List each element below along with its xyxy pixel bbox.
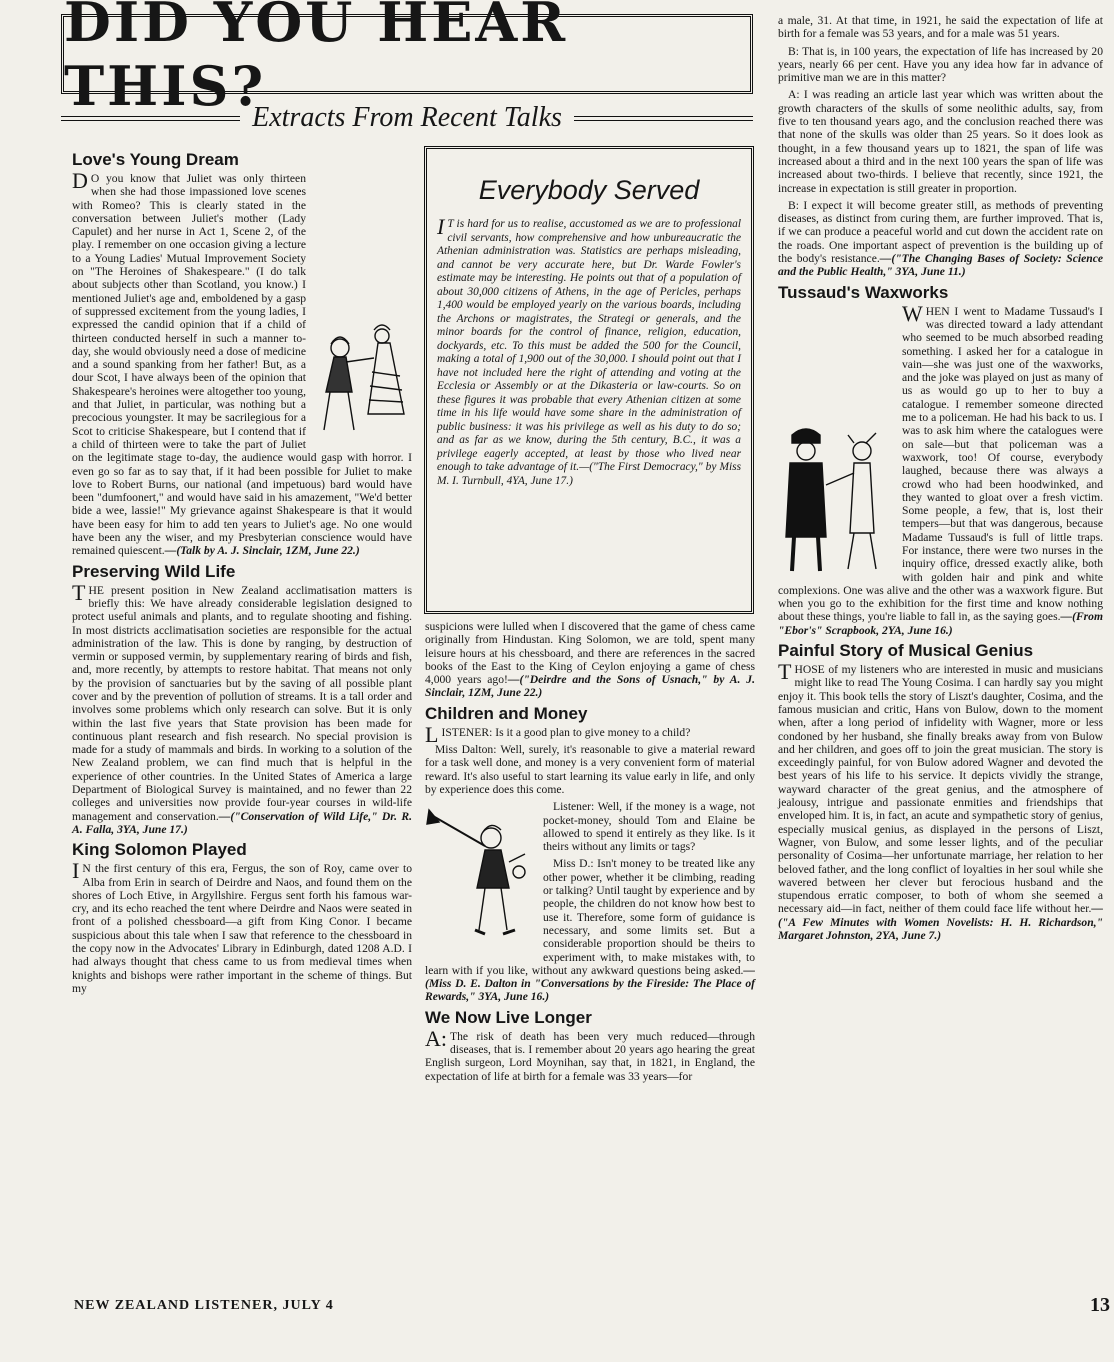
article-paragraph: Miss D.: Isn't money to be treated like any other power, whether it be climbing, reading or talking? Until taught by experience and by people, the children do not know how best to use it. Therefore, some form of guidance is necessary, and some limits set. But a considerable proportion should be theirs to experiment with, to make mistakes with, to learn with if you like, without any awkward questions being asked.—(Miss D. E. Dalton in "Conversations by the Fireside: The Place of Rewards," 3YA, June 16.)	[425, 857, 755, 1004]
article-painful-story-of-musical-genius	[778, 641, 1103, 942]
article-source: —("The First Democracy," by Miss M. I. Turnbull, 4YA, June 17.)	[437, 461, 741, 487]
article-heading: Everybody Served	[478, 175, 700, 205]
article-heading: Tussaud's Waxworks	[778, 282, 949, 302]
article-source: —("The Changing Bases of Society: Science and the Public Health," 3YA, June 11.)	[778, 252, 1103, 279]
column-1	[72, 146, 412, 999]
article-heading: We Now Live Longer	[425, 1007, 592, 1027]
article-paragraph: IN the first century of this era, Fergus, the son of Roy, came over to Alba from Erin in search of Deirdre and Naos, and found them on the shores of Loch Etive, in Argyllshire. Fergus sent forth his famous war-cry, and its echo reached the tent where Deirdre and Naos were seated in front of a polished chessboard—a gift from King Conor. I became suspicious about this tale when I saw that reference to the chessboard in the copy now in the Advocates' Library in Edinburgh, dated 1208 A.D. I had always thought that chess came to us from medieval times when knights and bishops were rather important in the scheme of things. But my	[72, 858, 412, 995]
article-preserving-wild-life	[72, 562, 412, 837]
article-source: —(Miss D. E. Dalton in "Conversations by the Fireside: The Place of Rewards," 3YA, June 16.)	[425, 963, 755, 1004]
article-paragraph: suspicions were lulled when I discovered that the game of chess came originally from Hindustan. King Solomon, we are told, spent many leisure hours at his chessboard, and there are references in the sacred books of the East to the King of Ceylon enjoying a game of chess 4,000 years ago!—("Deirdre and the Sons of Usnach," by A. J. Sinclair, 1ZM, June 22.)	[425, 620, 755, 700]
article-paragraph: IT is hard for us to realise, accustomed as we are to professional civil servants, how comprehensive and how unbureaucratic the Athenian administration was. Statistics are perhaps misleading, and cannot be very accurate here, but Dr. Warde Fowler's estimate may be interesting. He points out that of a population of about 30,000 citizens of Athens, in the age of Pericles, perhaps 1,400 would be employed yearly on the various boards, including the Archons or magistrates, the Strategi or generals, and the minor boards for the control of finance, religion, education, dockyards, etc. To this must be added the 500 for the Council, making a total of 1,900 out of the 30,000. I should point out that I have not included here the right of attending and voting at the Ecclesia or Assembly or at the Dikasteria or law-courts. So on these figures it was probable that every Athenian citizen at some time in his life would have some share in the administration of public business: it was his privilege as well as his duty to do so; and as far as we know, during the 5th century, B.C., it was a privilege eagerly accepted, at least by those who lived near enough to take advantage of it.—("The First Democracy," by Miss M. I. Turnbull, 4YA, June 17.)	[437, 214, 741, 487]
article-paragraph: DO you know that Juliet was only thirteen when she had those impassioned love scenes with Romeo? This is clearly stated in the conversation between Juliet's mother (Lady Capulet) and her nurse in Act 1, Scene 2, of the play. I remember on one occasion giving a lecture to a Young Ladies' Mutual Improvement Society on "The Heroines of Shakespeare." (I do talk about subjects other than Scotland, you know.) I mentioned Juliet's age and, emboldened by a gasp of suppressed excitement from the young ladies, I expressed the candid opinion that if a child of thirteen conducted herself in such a manner to-day, she would obviously need a dose of medicine and a sound spanking from her father! But, as a dour Scot, I have always been of the opinion that Shakespeare's heroines were altogether too young, and that Juliet, in particular, was nothing but a precocious youngster. It may be sacrilegious for a Scot to criticise Shakespeare, but I contend that if a child of thirteen were to take the part of Juliet on the legitimate stage to-day, the audience would gasp with horror. I even go so far as to say that, if it had been possible for Juliet to make love to Robert Burns, our national (and impetuous) bard would have been "dumfoonert," and would have said in his amazement, "We'd better bide a wee, lassie!" My grievance against Shakespeare is that it would have been easy for him to add ten years to Juliet's age. No one would have been any the wiser, and my Presbyterian conscience would have remained quiescent.—(Talk by A. J. Sinclair, 1ZM, June 22.)	[72, 168, 412, 558]
article-heading: Preserving Wild Life	[72, 561, 236, 581]
article-paragraph: Listener: Well, if the money is a wage, not pocket-money, should Tom and Elaine be allowed to spend it entirely as they like. Is it theirs without any limits or tags?	[543, 800, 755, 854]
article-paragraph: A:The risk of death has been very much reduced—through diseases, that is. I remember about 20 years ago hearing the great English surgeon, Lord Moynihan, say that, in 1821, in England, the expectation of life at birth for a female was 33 years—for	[425, 1025, 755, 1083]
juliet-and-scot-illustration	[312, 322, 412, 440]
article-heading: Children and Money	[425, 703, 588, 723]
masthead-subtitle: Extracts From Recent Talks	[252, 102, 562, 133]
column-2	[425, 620, 755, 1087]
article-loves-young-dream	[72, 150, 412, 558]
article-paragraph: THE present position in New Zealand acclimatisation matters is briefly this: We have already considerable legislation designed to protect useful animals and plants, and to regulate shooting and fishing. In most districts acclimatisation societies are responsible for the actual administration of the law. This is done by ranging, by destruction of vermin or supposed vermin, by supplementary rearing of birds and fish, and, more recently, by attempts to restore habitat. That means not only by the provision of sanctuaries but by the saving of all possible plant cover and by the prevention of pollution of streams. It is a tall order and involves some problems which only research can solve. But it is only within the last five years that State provision has been made for continuous plant research and fish research. No special provision is made for a study of mammals and birds. In working to a solution of the New Zealand problem, we can find much that is helpful in the experience of other countries. In the United States of America a large Department of Biological Survey is maintained, and no fewer than 22 colleges and universities now provide four-year courses in wild-life management and conservation.—("Conservation of Wild Life," Dr. R. A. Falla, 3YA, June 17.)	[72, 579, 412, 836]
publication-footer: NEW ZEALAND LISTENER, JULY 4	[74, 1298, 334, 1313]
boxed-article-everybody-served	[424, 146, 754, 614]
article-paragraph: B: I expect it will become greater still, as methods of preventing diseases, as distinct from curing them, are further improved. That is, if we can produce a peaceful world and cut down the accident rate on the roads. One important aspect of prevention is the building up of the body's resistance.—("The Changing Bases of Society: Science and the Public Health," 3YA, June 11.)	[778, 198, 1103, 279]
masthead-title: DID YOU HEAR THIS?	[64, 0, 569, 118]
article-heading: Painful Story of Musical Genius	[778, 641, 1034, 661]
article-king-solomon-played	[72, 840, 412, 995]
article-paragraph: WHEN I went to Madame Tussaud's I was directed toward a lady attendant who seemed to be much absorbed reading something. I asked her for a catalogue in vain—she was just one of the waxworks, and the joke was played on just as many of us as would go up to her to buy a catalogue. I remember someone directed me to a policeman. He had his back to us. I was to ask him where the catalogues were on sale—but that policeman was a waxwork, too! Of course, everybody laughed, because there was always a crowd who had been hoodwinked, and they wanted to gloat over a fresh victim. Some people, a few, that is, lost their tempers—but that was dangerous, because Madame Tussaud's is full of little traps. For instance, there were two nurses in the inquiry office, dressed exactly alike, both with golden hair and pink and white complexions. One was alive and the other was a waxwork figure. But when you go to the exhibition for the first time and know nothing about these things, you're liable to fall in, as the saying goes.—(From "Ebor's" Scrapbook, 2YA, June 16.)	[778, 300, 1103, 637]
article-paragraph: a male, 31. At that time, in 1921, he said the expectation of life at birth for a female was 53 years, and for a male was 51 years.	[778, 14, 1103, 41]
article-source: —("Deirdre and the Sons of Usnach," by A. J. Sinclair, 1ZM, June 22.)	[425, 673, 755, 700]
article-source: —(Talk by A. J. Sinclair, 1ZM, June 22.)	[164, 544, 360, 558]
column-3	[778, 14, 1103, 946]
article-paragraph: A: I was reading an article last year which was written about the growth characters of the skulls of some neolithic adults, say, from five to ten thousand years ago, and the conclusion reached there was that none of the skulls was older than 25 years. So it does look as thought, in a few thousand years up to 1821, the span of life was increased about a third and in the next 100 years the span of life was increased about two-thirds. I believe that recently, since 1921, the increase in expectation is still greater in proportion.	[778, 88, 1103, 195]
child-with-trumpet-illustration	[425, 802, 537, 952]
article-paragraph: LISTENER: Is it a good plan to give money to a child?	[425, 721, 691, 747]
article-source: —("A Few Minutes with Women Novelists: H. H. Richardson," Margaret Johnston, 2YA, June 7.)	[778, 902, 1103, 942]
article-paragraph: B: That is, in 100 years, the expectation of life has increased by 20 years, nearly 66 per cent. Have you any idea how far in advance of primitive man we are in this matter?	[778, 44, 1103, 85]
policeman-waxwork-illustration	[778, 425, 896, 575]
divider	[61, 116, 240, 121]
article-paragraph: THOSE of my listeners who are interested in music and musicians might like to read The Young Cosima. I can hardly say you might enjoy it. This book tells the story of Liszt's daughter, Cosima, and the famous musician and critic, Hans von Bulow, down to the moment when, after a long period of infidelity with Wagner, more or less condoned by her husband, she finally breaks away from von Bulow and her children, and goes off to join the great musician. The story is exceedingly painful, for von Bulow adored Wagner and devoted the best years of his life to his service. It depicts vividly the strange, wayward character of the great genius, and the atmosphere of jealousy, intrigue and passionate enmities and friendships that enveloped him. It is, in fact, an acute and sympathetic story of genius, especially musical genius, as displayed in the persons of Liszt, Wagner, von Bulow, and some lesser lights, and of the peculiar personality of Cosima—her unfortunate marriage, her relation to her beloved father, and the long conflict of loyalties in her soul while she wavered between her clever but ferocious husband and the stupendous erratic composer, to both of whom she seemed a necessary aid—in fact, neither of them could face life without her.—("A Few Minutes with Women Novelists: H. H. Richardson," Margaret Johnston, 2YA, June 7.)	[778, 659, 1103, 942]
page-number: 13	[1090, 1294, 1110, 1316]
article-tussauds-waxworks	[778, 283, 1103, 637]
subtitle-row	[61, 100, 753, 136]
article-source: —("Conservation of Wild Life," Dr. R. A. Falla, 3YA, June 17.)	[72, 809, 412, 836]
article-we-now-live-longer	[425, 1008, 755, 1083]
divider	[574, 116, 753, 121]
article-heading: Love's Young Dream	[72, 150, 239, 169]
article-paragraph: Miss Dalton: Well, surely, it's reasonable to give a material reward for a task well done, and money is a very convenient form of material reward. It's also useful to start learning its value early in life, and only by experience does this come.	[425, 743, 755, 796]
article-children-and-money	[425, 704, 755, 1004]
article-heading: King Solomon Played	[72, 840, 247, 860]
article-source: —(From "Ebor's" Scrapbook, 2YA, June 16.)	[778, 610, 1103, 637]
